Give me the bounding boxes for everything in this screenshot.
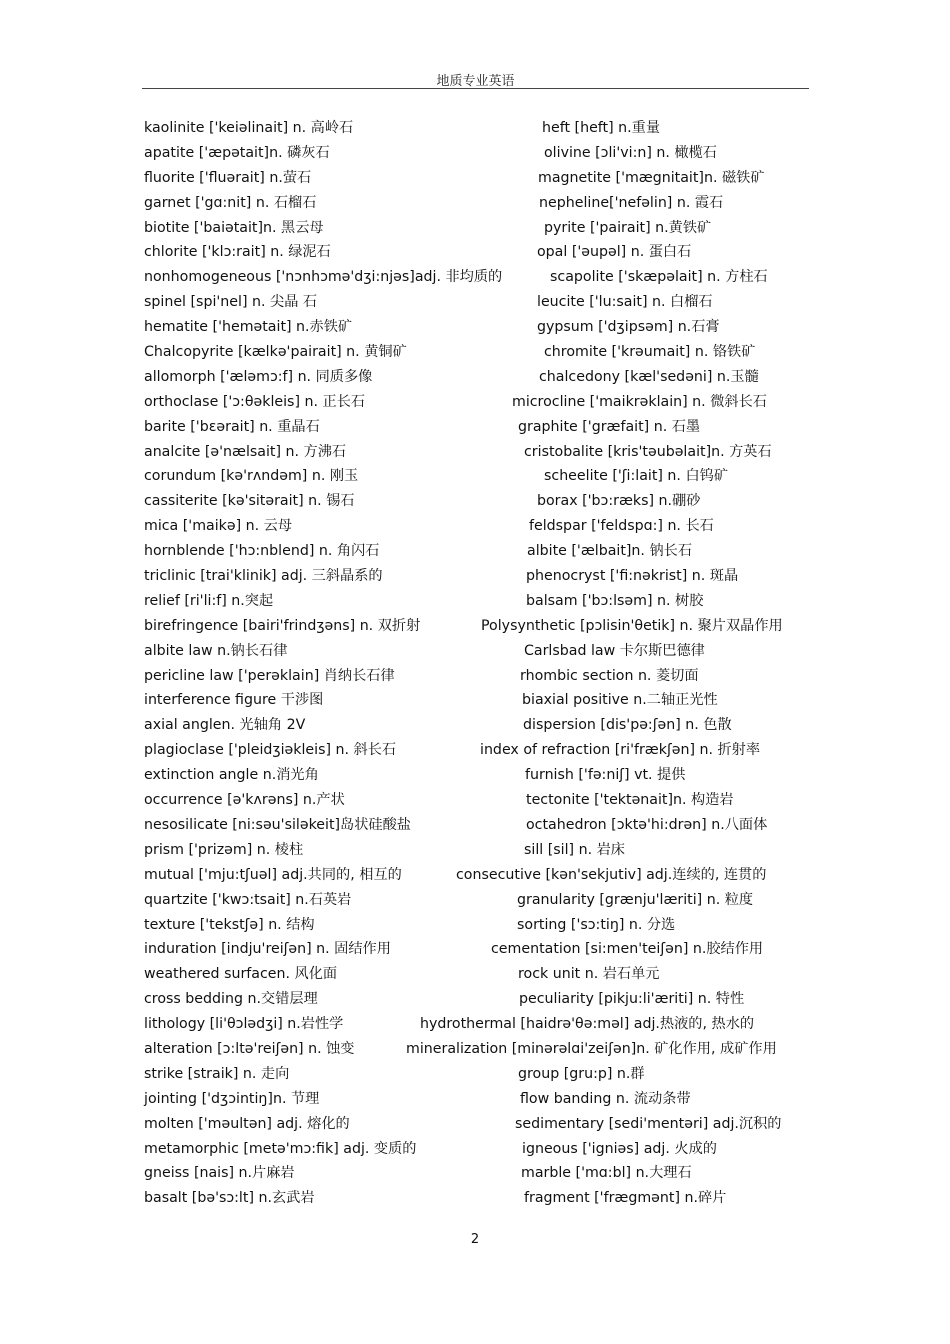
vocab-row bbox=[144, 589, 824, 614]
vocab-entry-right: fragment ['frægmənt] n.碎片 bbox=[524, 1190, 727, 1207]
vocab-row bbox=[144, 713, 824, 738]
vocab-entry-left: mutual ['mju:tʃuəl] adj.共同的, 相互的 bbox=[144, 866, 402, 883]
vocab-entry-left: biotite ['baiətait]n. 黑云母 bbox=[144, 219, 324, 236]
vocab-row bbox=[144, 1186, 824, 1211]
vocab-entry-right: borax ['bɔ:ræks] n.硼砂 bbox=[537, 493, 701, 510]
vocab-entry-right: hydrothermal [haidrə'θə:məl] adj.热液的, 热水的 bbox=[420, 1016, 755, 1033]
vocab-entry-right: octahedron [ɔktə'hi:drən] n.八面体 bbox=[526, 816, 768, 833]
vocab-entry-left: occurrence [ə'kʌrəns] n.产状 bbox=[144, 792, 345, 809]
vocab-row bbox=[144, 763, 824, 788]
vocab-entry-left: extinction angle n.消光角 bbox=[144, 767, 319, 784]
vocab-row bbox=[144, 390, 824, 415]
vocab-row bbox=[144, 664, 824, 689]
vocab-row bbox=[144, 340, 824, 365]
vocab-entry-left: nonhomogeneous ['nɔnhɔmə'dʒi:njəs]adj. 非均质的 bbox=[144, 269, 503, 286]
vocab-entry-right: tectonite ['tektənait]n. 构造岩 bbox=[526, 792, 734, 809]
vocab-entry-right: phenocryst ['fi:nəkrist] n. 斑晶 bbox=[526, 568, 739, 585]
vocab-entry-left: barite ['bɛərait] n. 重晶石 bbox=[144, 418, 320, 435]
vocab-entry-left: birefringence [bairi'frindʒəns] n. 双折射 bbox=[144, 617, 421, 634]
vocab-entry-right: pyrite ['pairait] n.黄铁矿 bbox=[544, 219, 712, 236]
vocabulary-list bbox=[144, 116, 824, 1211]
vocab-entry-right: marble ['mɑ:bl] n.大理石 bbox=[521, 1165, 692, 1182]
vocab-entry-left: hematite ['hemətait] n.赤铁矿 bbox=[144, 319, 353, 336]
vocab-entry-left: prism ['prizəm] n. 棱柱 bbox=[144, 841, 304, 858]
vocab-entry-right: biaxial positive n.二轴正光性 bbox=[522, 692, 718, 709]
vocab-entry-left: axial anglen. 光轴角 2V bbox=[144, 717, 306, 734]
vocab-entry-right: gypsum ['dʒipsəm] n.石膏 bbox=[537, 319, 720, 336]
vocab-row bbox=[144, 1062, 824, 1087]
vocab-entry-left: metamorphic [metə'mɔ:fik] adj. 变质的 bbox=[144, 1140, 417, 1157]
vocab-row bbox=[144, 1037, 824, 1062]
vocab-row bbox=[144, 464, 824, 489]
vocab-entry-right: opal ['əupəl] n. 蛋白石 bbox=[537, 244, 692, 261]
vocab-row bbox=[144, 688, 824, 713]
vocab-row bbox=[144, 564, 824, 589]
vocab-entry-right: chromite ['krəumait] n. 铬铁矿 bbox=[544, 344, 756, 361]
vocab-row bbox=[144, 1012, 824, 1037]
vocab-entry-left: induration [indju'reiʃən] n. 固结作用 bbox=[144, 941, 391, 958]
vocab-row bbox=[144, 539, 824, 564]
vocab-entry-left: pericline law ['perəklain] 肖纳长石律 bbox=[144, 667, 395, 684]
vocab-entry-left: hornblende ['hɔ:nblend] n. 角闪石 bbox=[144, 543, 380, 560]
vocab-row bbox=[144, 1161, 824, 1186]
vocab-entry-right: flow banding n. 流动条带 bbox=[520, 1090, 691, 1107]
vocab-entry-right: peculiarity [pikju:li'æriti] n. 特性 bbox=[519, 991, 745, 1008]
vocab-entry-right: sorting ['sɔ:tiŋ] n. 分选 bbox=[517, 916, 676, 933]
vocab-entry-left: jointing ['dʒɔintiŋ]n. 节理 bbox=[144, 1090, 320, 1107]
vocab-row bbox=[144, 240, 824, 265]
vocab-row bbox=[144, 116, 824, 141]
vocab-row bbox=[144, 614, 824, 639]
vocab-entry-left: basalt [bə'sɔ:lt] n.玄武岩 bbox=[144, 1190, 315, 1207]
vocab-entry-right: group [gru:p] n.群 bbox=[518, 1065, 645, 1082]
vocab-entry-right: Polysynthetic [pɔlisin'θetik] n. 聚片双晶作用 bbox=[481, 617, 783, 634]
vocab-entry-left: apatite ['æpətait]n. 磷灰石 bbox=[144, 144, 330, 161]
vocab-entry-right: index of refraction [ri'frækʃən] n. 折射率 bbox=[480, 742, 761, 759]
vocab-entry-right: sedimentary [sedi'mentəri] adj.沉积的 bbox=[515, 1115, 782, 1132]
vocab-entry-right: graphite ['græfait] n. 石墨 bbox=[518, 418, 701, 435]
vocab-entry-right: cristobalite [kris'təubəlait]n. 方英石 bbox=[524, 443, 772, 460]
vocab-entry-right: nepheline['nefəlin] n. 霞石 bbox=[539, 194, 724, 211]
vocab-entry-right: olivine [ɔli'vi:n] n. 橄榄石 bbox=[544, 144, 717, 161]
vocab-entry-left: garnet ['gɑ:nit] n. 石榴石 bbox=[144, 194, 317, 211]
vocab-entry-right: albite ['ælbait]n. 钠长石 bbox=[527, 543, 693, 560]
vocab-entry-left: relief [ri'li:f] n.突起 bbox=[144, 592, 274, 609]
vocab-row bbox=[144, 166, 824, 191]
vocab-entry-right: igneous ['igniəs] adj. 火成的 bbox=[522, 1140, 717, 1157]
vocab-row bbox=[144, 788, 824, 813]
vocab-row bbox=[144, 1087, 824, 1112]
vocab-row bbox=[144, 191, 824, 216]
vocab-row bbox=[144, 365, 824, 390]
vocab-entry-left: strike [straik] n. 走向 bbox=[144, 1065, 290, 1082]
vocab-entry-right: feldspar ['feldspɑ:] n. 长石 bbox=[529, 518, 714, 535]
vocab-entry-right: magnetite ['mægnitait]n. 磁铁矿 bbox=[538, 169, 765, 186]
vocab-entry-left: gneiss [nais] n.片麻岩 bbox=[144, 1165, 295, 1182]
vocab-entry-right: scapolite ['skæpəlait] n. 方柱石 bbox=[550, 269, 768, 286]
vocab-entry-right: dispersion [dis'pə:ʃən] n. 色散 bbox=[523, 717, 732, 734]
vocab-entry-right: sill [sil] n. 岩床 bbox=[524, 841, 625, 858]
vocab-row bbox=[144, 888, 824, 913]
vocab-entry-right: balsam ['bɔ:lsəm] n. 树胶 bbox=[526, 592, 704, 609]
vocab-entry-left: alteration [ɔ:ltə'reiʃən] n. 蚀变 bbox=[144, 1040, 355, 1057]
vocab-row bbox=[144, 216, 824, 241]
vocab-entry-left: allomorph ['æləmɔ:f] n. 同质多像 bbox=[144, 368, 373, 385]
vocab-entry-left: Chalcopyrite [kælkə'pairait] n. 黄铜矿 bbox=[144, 344, 407, 361]
vocab-entry-left: mica ['maikə] n. 云母 bbox=[144, 518, 293, 535]
vocab-entry-left: triclinic [trai'klinik] adj. 三斜晶系的 bbox=[144, 568, 383, 585]
vocab-row bbox=[144, 962, 824, 987]
vocab-entry-left: lithology [li'θɔlədʒi] n.岩性学 bbox=[144, 1016, 344, 1033]
vocab-row bbox=[144, 440, 824, 465]
vocab-entry-left: fluorite ['fluərait] n.萤石 bbox=[144, 169, 312, 186]
vocab-row bbox=[144, 913, 824, 938]
vocab-row bbox=[144, 514, 824, 539]
vocab-row bbox=[144, 1137, 824, 1162]
vocab-entry-left: cassiterite [kə'sitərait] n. 锡石 bbox=[144, 493, 355, 510]
vocab-row bbox=[144, 937, 824, 962]
vocab-entry-left: plagioclase ['pleidʒiəkleis] n. 斜长石 bbox=[144, 742, 397, 759]
vocab-entry-left: texture ['tekstʃə] n. 结构 bbox=[144, 916, 315, 933]
vocab-entry-left: quartzite ['kwɔ:tsait] n.石英岩 bbox=[144, 891, 352, 908]
vocab-entry-left: cross bedding n.交错层理 bbox=[144, 991, 318, 1008]
vocab-row bbox=[144, 489, 824, 514]
vocab-entry-right: Carlsbad law 卡尔斯巴德律 bbox=[524, 642, 705, 659]
vocab-row bbox=[144, 315, 824, 340]
vocab-entry-right: leucite ['lu:sait] n. 白榴石 bbox=[537, 294, 713, 311]
vocab-row bbox=[144, 415, 824, 440]
vocab-row bbox=[144, 738, 824, 763]
vocab-row bbox=[144, 838, 824, 863]
vocab-entry-right: rhombic section n. 菱切面 bbox=[520, 667, 699, 684]
vocab-row bbox=[144, 265, 824, 290]
vocab-row bbox=[144, 141, 824, 166]
vocab-entry-right: consecutive [kən'sekjutiv] adj.连续的, 连贯的 bbox=[456, 866, 767, 883]
vocab-entry-left: nesosilicate [ni:səu'siləkeit]岛状硅酸盐 bbox=[144, 816, 411, 833]
vocab-row bbox=[144, 863, 824, 888]
vocab-entry-left: corundum [kə'rʌndəm] n. 刚玉 bbox=[144, 468, 359, 485]
vocab-entry-left: chlorite ['klɔ:rait] n. 绿泥石 bbox=[144, 244, 331, 261]
vocab-entry-right: heft [heft] n.重量 bbox=[542, 120, 661, 136]
page-header-title: 地质专业英语 bbox=[436, 74, 515, 89]
vocab-entry-right: cementation [si:men'teiʃən] n.胶结作用 bbox=[491, 941, 764, 958]
vocab-entry-left: interference figure 干涉图 bbox=[144, 692, 324, 709]
vocab-row bbox=[144, 813, 824, 838]
vocab-entry-right: scheelite ['ʃi:lait] n. 白钨矿 bbox=[544, 468, 729, 485]
header-rule bbox=[142, 88, 809, 89]
vocab-entry-right: rock unit n. 岩石单元 bbox=[518, 966, 660, 983]
vocab-row bbox=[144, 987, 824, 1012]
vocab-entry-left: albite law n.钠长石律 bbox=[144, 642, 288, 659]
vocab-row bbox=[144, 639, 824, 664]
vocab-entry-right: microcline ['maikrəklain] n. 微斜长石 bbox=[512, 393, 767, 410]
vocab-entry-left: analcite [ə'nælsait] n. 方沸石 bbox=[144, 443, 347, 460]
vocab-entry-left: orthoclase ['ɔ:θəkleis] n. 正长石 bbox=[144, 393, 366, 410]
vocab-entry-right: furnish ['fə:niʃ] vt. 提供 bbox=[525, 767, 686, 784]
vocab-row bbox=[144, 290, 824, 315]
vocab-entry-right: chalcedony [kæl'sedəni] n.玉髓 bbox=[539, 368, 759, 385]
vocab-row bbox=[144, 1112, 824, 1137]
vocab-entry-left: spinel [spi'nel] n. 尖晶 石 bbox=[144, 294, 318, 311]
vocab-entry-right: granularity [grænju'læriti] n. 粒度 bbox=[517, 891, 754, 908]
vocab-entry-left: kaolinite ['keiəlinait] n. 高岭石 bbox=[144, 120, 354, 136]
page-number: 2 bbox=[470, 1232, 480, 1247]
vocab-entry-left: molten ['məultən] adj. 熔化的 bbox=[144, 1115, 350, 1132]
vocab-entry-left: weathered surfacen. 风化面 bbox=[144, 966, 338, 983]
vocab-entry-right: mineralization [minərəlɑi'zeiʃən]n. 矿化作用, 成矿作用 bbox=[406, 1040, 777, 1057]
